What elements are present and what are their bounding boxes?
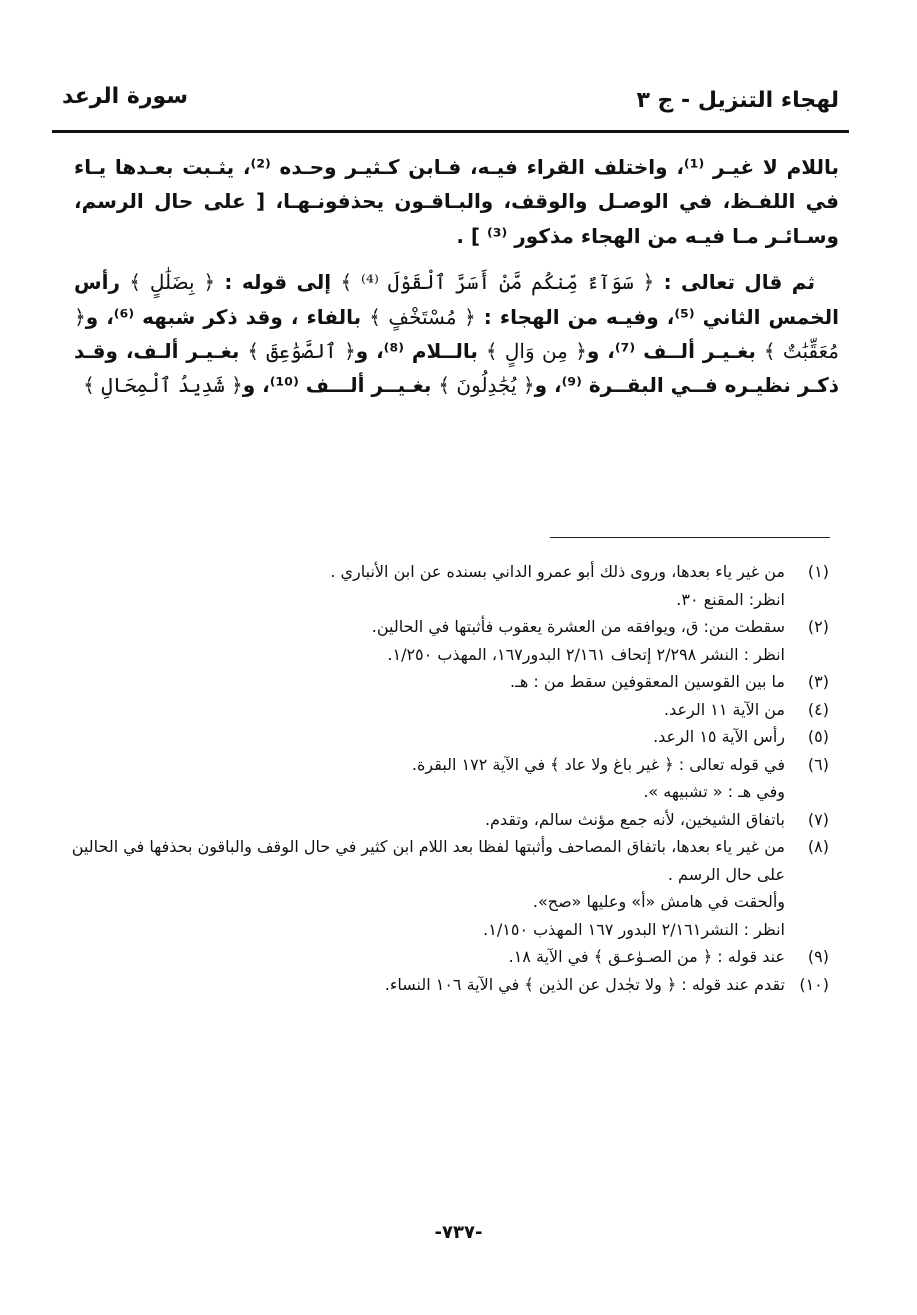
footnote-number: (١٠) (799, 974, 829, 994)
text-segment: إلى قوله : (215, 270, 341, 295)
text-segment: ثم قال تعالى : (654, 270, 815, 295)
footnote-line: انظر : النشر٢/١٦١ البدور ١٦٧ المهذب ١/١٥٠. (483, 919, 785, 939)
footnote-line: من غير ياء بعدها، وروى ذلك أبو عمرو الداني بسنده عن ابن الأنباري . (330, 562, 785, 581)
footnote-number: (٥) (807, 727, 829, 747)
footnote-line: وفي هـ : « تشبيهه ». (643, 782, 785, 802)
footnote-line: سقطت من: ق، ويوافقه من العشرة يعقوب فأثبتها في الحالين. (371, 617, 785, 637)
paragraph-1: باللام لا غيـر ⁽¹⁾، واختلف القراء فيـه، فـابن كـثيـر وحـده ⁽²⁾، يثـبت بعـدها يـاء في اللفـظ، في الوصـل والوقف، والبـاقـون يحذفونـهـا، [ على حال الرسم، وسـائـر مـا فيـه من الهجاء مذكور ⁽³⁾ ] . (74, 155, 839, 248)
text-segment: بالــلام ⁽⁸⁾، و (355, 338, 486, 363)
surah-title: سورة الرعد (62, 84, 188, 109)
footnote-line: انظر: المقنع ٣٠. (676, 589, 785, 609)
text-segment: بغـيـر ألـف، وقـد ذكـر نظيـره فــي البقــرة ⁽⁹⁾، و (74, 338, 839, 398)
text-segment: رأس الخمس الثاني ⁽⁵⁾، وفيـه من الهجاء : (74, 270, 839, 329)
quran-quote: ﴿ سَوَآءٌ مِّنكُم مَّنْ أَسَرَّ ٱلْقَوْلَ ⁽⁴⁾ ﴾ (340, 270, 655, 295)
footnote-5 (70, 723, 829, 751)
footnote-text (70, 751, 785, 806)
quran-quote: ﴿ مُعَقِّبَٰتٌ ﴾ (74, 304, 840, 363)
footnote-line: تقدم عند قوله : ﴿ ولا تجٰدل عن الذين ﴾ في الآية ١٠٦ النساء. (384, 974, 785, 994)
quran-quote: ﴿ بِضَلَٰلٍ ﴾ (129, 270, 216, 295)
footnote-text (70, 833, 785, 943)
footnote-line: عند قوله : ﴿ من الصـوٰعـق ﴾ في الآية ١٨. (508, 947, 785, 967)
quran-quote: ﴿ يُجَٰدِلُونَ ﴾ (438, 373, 535, 398)
page-number: -٧٣٧- (434, 1222, 483, 1243)
footnote-number: (٣) (807, 672, 829, 692)
quran-quote: ﴿ ٱلصَّوَٰعِقَ ﴾ (247, 338, 356, 363)
footnote-line: وألحقت في هامش «أ» وعليها «صح». (532, 892, 785, 912)
footnote-line: في قوله تعالى : ﴿ غير باغ ولا عاد ﴾ في الآية ١٧٢ البقرة. (411, 754, 785, 774)
footnote-line: من الآية ١١ الرعد. (664, 699, 785, 719)
paragraph-2 (74, 265, 839, 403)
footnote-line: باتفاق الشيخين، لأنه جمع مؤنث سالم، وتقدم. (484, 809, 785, 829)
footnote-text (70, 723, 785, 751)
footnote-1 (70, 558, 829, 613)
footnote-number: (٢) (807, 617, 829, 637)
footnote-line: انظر : النشر ٢/٢٩٨ إتحاف ٢/١٦١ البدور١٦٧، المهذب ١/٢٥٠. (387, 644, 785, 664)
header-rule (52, 130, 849, 133)
footnote-text (70, 668, 785, 696)
footnote-3 (70, 668, 829, 696)
footnote-number: (٧) (807, 809, 829, 829)
footnote-text (70, 613, 785, 668)
footnote-10 (70, 971, 829, 999)
footnote-text (70, 971, 785, 999)
footnote-9 (70, 943, 829, 971)
footnote-6 (70, 751, 829, 806)
quran-quote: ﴿ مُسْتَخْفٍ ﴾ (369, 304, 476, 329)
main-text (74, 150, 839, 415)
footnote-line: من غير ياء بعدها، باتفاق المصاحف وأثبتها لفظا بعد اللام ابن كثير في حال الوقف والباقون بحذفها في الحالين على حال الرسم . (71, 837, 785, 884)
footnote-8 (70, 833, 829, 943)
footnote-text (70, 943, 785, 971)
page-header (62, 82, 839, 122)
footnote-text (70, 806, 785, 834)
book-title: لهجاء التنزيل - ج ٣ (636, 88, 839, 113)
quran-quote: ﴿ شَدِيدُ ٱلْمِحَالِ ﴾ (83, 373, 243, 398)
text-segment: بغـيـر ألــف ⁽⁷⁾، و (586, 338, 764, 363)
quran-quote: ﴿ مِن وَالٍ ﴾ (485, 338, 587, 363)
footnote-2 (70, 613, 829, 668)
footnote-7 (70, 806, 829, 834)
footnotes (70, 558, 829, 998)
footnote-text (70, 696, 785, 724)
footnote-number: (٩) (807, 947, 829, 967)
footnote-number: (١) (807, 562, 829, 581)
footnote-number: (٨) (807, 837, 829, 857)
footnote-number: (٤) (807, 699, 829, 719)
footnote-separator (550, 537, 830, 538)
text-segment: بغـيــر ألـــف ⁽¹⁰⁾، و (242, 373, 439, 398)
footnote-line: رأس الآية ١٥ الرعد. (653, 727, 785, 747)
footnote-line: ما بين القوسين المعقوفين سقط من : هـ. (510, 672, 785, 692)
footnote-4 (70, 696, 829, 724)
footnote-number: (٦) (807, 754, 829, 774)
footnote-text (70, 558, 785, 613)
text-segment: بالفاء ، وقد ذكر شبهه ⁽⁶⁾، و (85, 304, 370, 329)
